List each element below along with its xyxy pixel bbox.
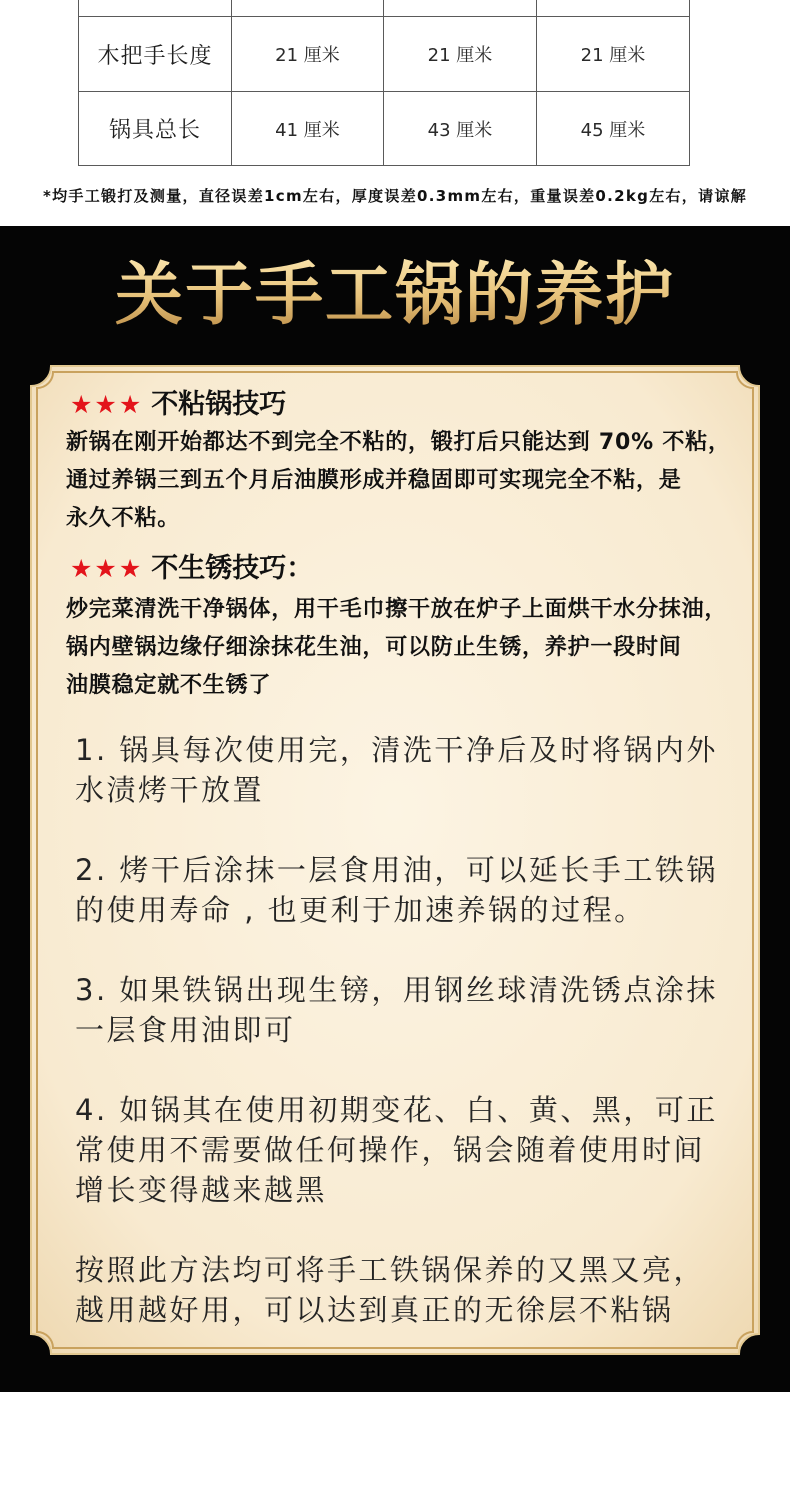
body-line: 永久不粘。 (66, 506, 181, 531)
rustproof-heading-text: 不生锈技巧： (151, 553, 314, 584)
care-steps (75, 730, 718, 1330)
table-cell (232, 0, 384, 17)
table-cell (384, 0, 537, 17)
table-row-total-length (78, 92, 690, 166)
body-line: 锅内壁锅边缘仔细涂抹花生油，可以防止生锈，养护一段时间 (66, 635, 682, 660)
step-item (75, 730, 718, 810)
step-line: 常使用不需要做任何操作，锅会随着使用时间 (75, 1133, 706, 1167)
body-line: 通过养锅三到五个月后油膜形成并稳固即可实现完全不粘，是 (66, 468, 682, 493)
step-item (75, 1090, 718, 1210)
table-cell: 43 厘米 (384, 92, 537, 166)
step-line: 2. 烤干后涂抹一层食用油，可以延长手工铁锅 (75, 853, 718, 887)
table-row-handle-length (78, 17, 690, 92)
table-cell: 21 厘米 (537, 17, 690, 92)
rustproof-heading (70, 553, 313, 585)
nonstick-body (66, 424, 731, 538)
star-icon: ★★★ (70, 554, 144, 583)
table-cell: 21 厘米 (232, 17, 384, 92)
star-icon: ★★★ (70, 390, 144, 419)
care-section (0, 226, 790, 1392)
nonstick-heading (70, 389, 286, 421)
table-row-cropped (78, 0, 690, 17)
step-line: 增长变得越来越黑 (75, 1173, 328, 1207)
care-title: 关于手工锅的养护 (0, 255, 790, 335)
step-line: 一层食用油即可 (75, 1013, 296, 1047)
table-cell (78, 0, 232, 17)
table-cell: 21 厘米 (384, 17, 537, 92)
body-line: 油膜稳定就不生锈了 (66, 673, 272, 698)
care-card (30, 365, 760, 1355)
step-line: 的使用寿命 , 也更利于加速养锅的过程。 (75, 893, 646, 927)
step-line: 水渍烤干放置 (75, 773, 265, 807)
table-cell: 41 厘米 (232, 92, 384, 166)
step-item (75, 970, 718, 1050)
step-line: 3. 如果铁锅出现生镑，用钢丝球清洗锈点涂抹 (75, 973, 718, 1007)
body-line: 新锅在刚开始都达不到完全不粘的，锻打后只能达到 70% 不粘， (66, 430, 731, 455)
row-label: 锅具总长 (78, 92, 232, 166)
rustproof-body (66, 591, 727, 705)
care-conclusion (75, 1250, 718, 1330)
conclusion-line: 越用越好用，可以达到真正的无徐层不粘锅 (75, 1293, 674, 1327)
table-cell: 45 厘米 (537, 92, 690, 166)
step-line: 1. 锅具每次使用完，清洗干净后及时将锅内外 (75, 733, 718, 767)
table-cell (537, 0, 690, 17)
body-line: 炒完菜清洗干净锅体，用干毛巾擦干放在炉子上面烘干水分抹油， (66, 597, 728, 622)
spec-table (78, 0, 690, 166)
step-line: 4. 如锅其在使用初期变花、白、黄、黑，可正 (75, 1093, 718, 1127)
measurement-footnote: *均手工锻打及测量，直径误差1cm左右，厚度误差0.3mm左右，重量误差0.2kg左右，请谅解 (42, 187, 748, 205)
nonstick-heading-text: 不粘锅技巧 (151, 389, 287, 420)
conclusion-line: 按照此方法均可将手工铁锅保养的又黑又亮， (75, 1253, 706, 1287)
step-item (75, 850, 718, 930)
row-label: 木把手长度 (78, 17, 232, 92)
